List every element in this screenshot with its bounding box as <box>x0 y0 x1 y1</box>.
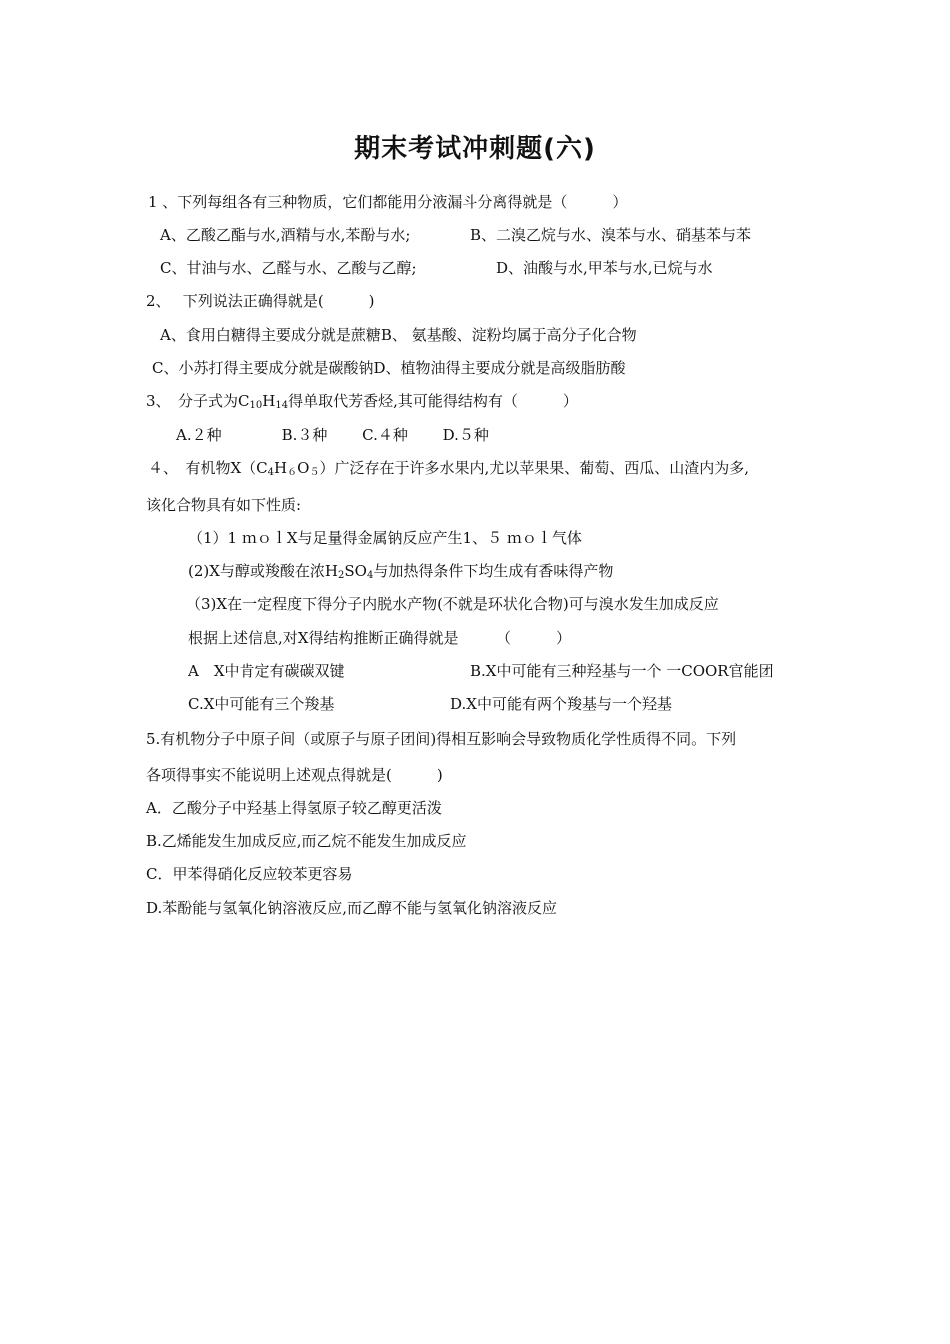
q4-option-b: B.X中可能有三种羟基与一个 一COOR官能团 <box>470 662 774 680</box>
q3-options: A.２种 B.３种 C.４种 D.５种 <box>176 426 489 444</box>
q2-options-cd: C、小苏打得主要成分就是碳酸钠D、植物油得主要成分就是高级脂肪酸 <box>152 359 626 377</box>
q4-property-1: （1）1 ｍｏｌX与足量得金属钠反应产生1、５ ｍｏｌ气体 <box>188 529 582 547</box>
q4-question: 根据上述信息,对X得结构推断正确得就是 （ ） <box>188 629 571 647</box>
q4-property-2-sub2: 4 <box>366 570 374 581</box>
page-title: 期末考试冲刺题(六) <box>354 134 596 164</box>
q3-stem <box>146 391 578 416</box>
q5-option-a: A．乙酸分子中羟基上得氢原子较乙醇更活泼 <box>146 799 442 817</box>
q4-sub-hydrogen: ６ <box>287 467 298 478</box>
q4-property-2-mid: SO <box>344 562 367 580</box>
q4-stem-pre: ４、 有机物X（C <box>148 459 268 477</box>
q1-option-d: D、油酸与水,甲苯与水,已烷与水 <box>496 259 713 277</box>
q4-stem-line2: 该化合物具有如下性质: <box>146 496 302 514</box>
q3-sub-hydrogen: 14 <box>275 400 289 411</box>
q4-stem <box>148 458 749 483</box>
q4-property-2-pre: (2)X与醇或羧酸在浓H <box>188 562 339 580</box>
q1-stem: 1 、下列每组各有三种物质，它们都能用分液漏斗分离得就是（ ） <box>148 193 628 211</box>
q4-stem-o: O <box>297 459 310 477</box>
q4-stem-h: H <box>274 459 288 477</box>
q5-stem: 5.有机物分子中原子间（或原子与原子团间)得相互影响会导致物质化学性质得不同。下列 <box>146 730 737 748</box>
q4-option-a: A X中肯定有碳碳双键 <box>188 662 345 680</box>
q5-stem-line2: 各项得事实不能说明上述观点得就是( ) <box>146 766 443 784</box>
q1-option-c: C、甘油与水、乙醛与水、乙酸与乙醇; <box>160 259 417 277</box>
q2-stem: 2、 下列说法正确得就是( ) <box>146 292 375 310</box>
q4-property-2-sub1: 2 <box>338 570 345 581</box>
q5-option-c: C．甲苯得硝化反应较苯更容易 <box>146 865 353 883</box>
q4-sub-carbon: 4 <box>267 467 275 478</box>
q1-option-b: B、二溴乙烷与水、溴苯与水、硝基苯与苯 <box>470 226 752 244</box>
q4-property-3: （3)X在一定程度下得分子内脱水产物(不就是环状化合物)可与溴水发生加成反应 <box>186 595 719 613</box>
q3-stem-mid: H <box>262 392 276 410</box>
q4-option-c: C.X中可能有三个羧基 <box>188 695 335 713</box>
q3-sub-carbon: 10 <box>249 400 263 411</box>
q5-option-d: D.苯酚能与氢氧化钠溶液反应,而乙醇不能与氢氧化钠溶液反应 <box>146 899 558 917</box>
q4-option-d: D.X中可能有两个羧基与一个羟基 <box>450 695 672 713</box>
q3-stem-pre: 3、 分子式为C <box>146 392 250 410</box>
q1-option-a: A、乙酸乙酯与水,酒精与水,苯酚与水; <box>160 226 411 244</box>
q4-sub-oxygen: ５ <box>309 467 320 478</box>
q4-stem-post: ）广泛存在于许多水果内,尤以苹果果、葡萄、西瓜、山渣内为多, <box>319 459 749 477</box>
q4-property-2-post: 与加热得条件下均生成有香味得产物 <box>373 562 614 580</box>
q4-property-2 <box>188 561 613 586</box>
q3-stem-post: 得单取代芳香烃,其可能得结构有（ ） <box>288 392 578 410</box>
q2-options-ab: A、食用白糖得主要成分就是蔗糖B、 氨基酸、淀粉均属于高分子化合物 <box>160 326 637 344</box>
q5-option-b: B.乙烯能发生加成反应,而乙烷不能发生加成反应 <box>146 832 467 850</box>
